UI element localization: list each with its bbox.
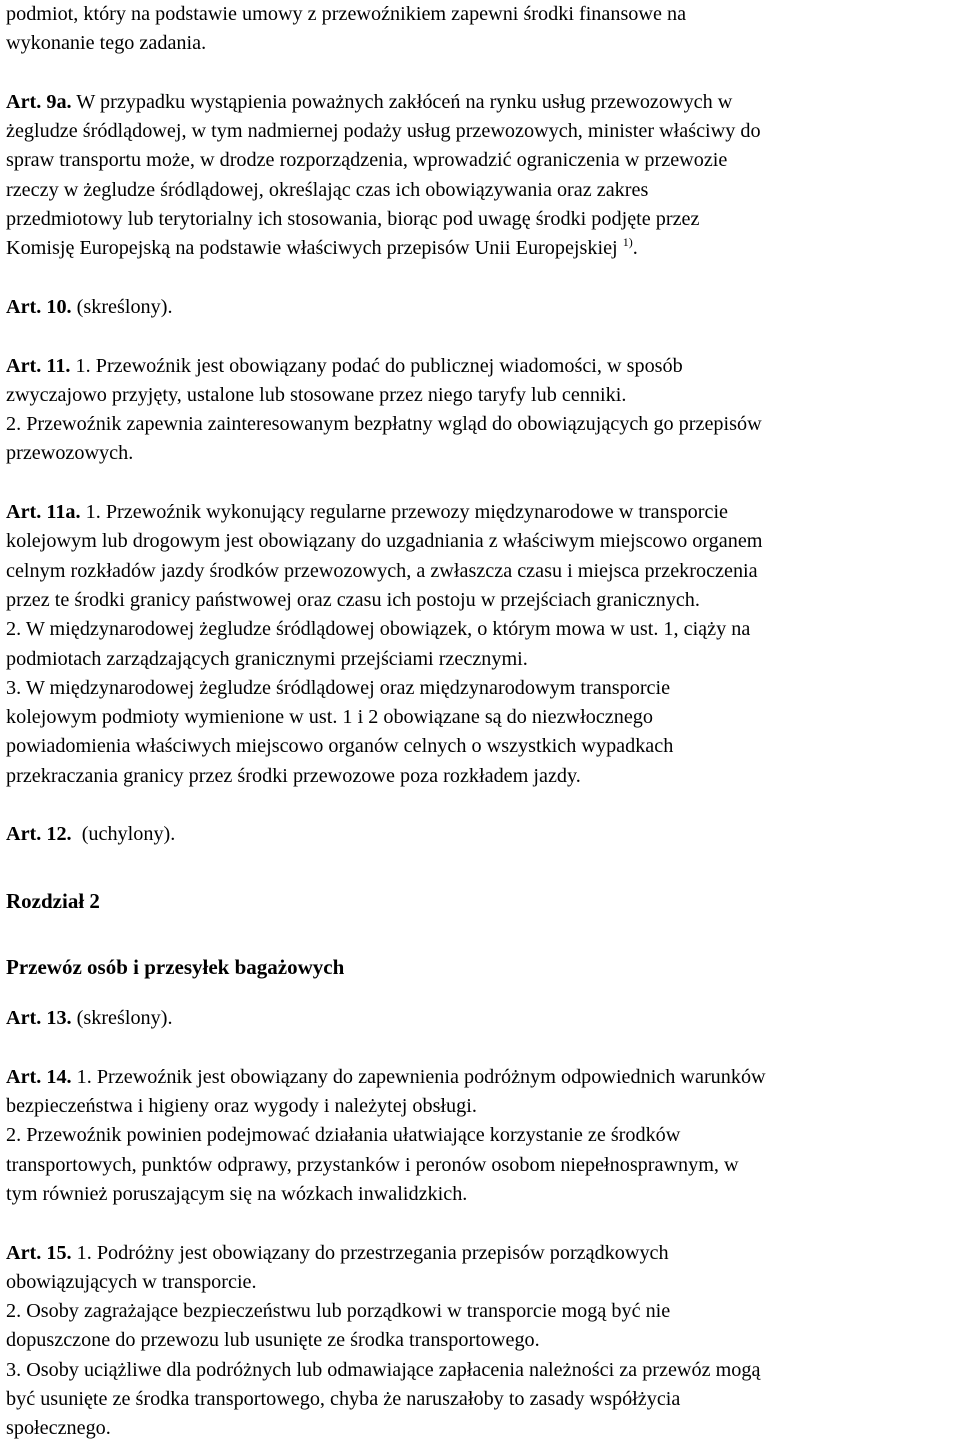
text-line: 2. Osoby zagrażające bezpieczeństwu lub porządkowi w transporcie mogą być nie	[6, 1300, 671, 1323]
article-9a	[6, 88, 956, 264]
article-11a	[6, 498, 956, 791]
article-label: Art. 10.	[6, 295, 72, 318]
text-line: tym również poruszającym się na wózkach inwalidzkich.	[6, 1182, 468, 1205]
text-line: Art. 15. 1. Podróżny jest obowiązany do przestrzegania przepisów porządkowych	[6, 1241, 669, 1264]
text-line: wykonanie tego zadania.	[6, 32, 207, 55]
text-line: transportowych, punktów odprawy, przystanków i peronów osobom niepełnosprawnym, w	[6, 1153, 739, 1176]
article-label: Art. 11.	[6, 354, 71, 377]
text-line: Art. 11. 1. Przewoźnik jest obowiązany podać do publicznej wiadomości, w sposób	[6, 354, 683, 377]
text-line: żegludze śródlądowej, w tym nadmiernej podaży usług przewozowych, minister właściwy do	[6, 120, 761, 143]
article-label: Art. 9a.	[6, 90, 72, 113]
text-line: podmiot, który na podstawie umowy z przewoźnikiem zapewni środki finansowe na	[6, 3, 687, 25]
text-line: Art. 14. 1. Przewoźnik jest obowiązany do zapewnienia podróżnym odpowiednich warunków	[6, 1065, 766, 1088]
article-label: Art. 12.	[6, 823, 72, 846]
text-line: kolejowym lub drogowym jest obowiązany do uzgadniania z właściwym miejscowo organem	[6, 530, 763, 553]
text-line: dopuszczone do przewozu lub usunięte ze środka transportowego.	[6, 1329, 540, 1352]
text-line: Art. 9a. W przypadku wystąpienia poważnych zakłóceń na rynku usług przewozowych w	[6, 90, 733, 113]
text-line: 3. W międzynarodowej żegludze śródlądowej oraz międzynarodowym transporcie	[6, 676, 671, 699]
text-line: 2. W międzynarodowej żegludze śródlądowej obowiązek, o którym mowa w ust. 1, ciąży na	[6, 618, 751, 641]
text-line: bezpieczeństwa i higieny oraz wygody i należytej obsługi.	[6, 1095, 477, 1118]
article-15	[6, 1239, 956, 1444]
article-10	[6, 293, 956, 322]
text-line: Art. 11a. 1. Przewoźnik wykonujący regularne przewozy międzynarodowe w transporcie	[6, 501, 729, 524]
text-line: Art. 12. (uchylony).	[6, 823, 176, 846]
chapter-number: Rozdział 2	[6, 888, 100, 913]
text-line: 2. Przewoźnik zapewnia zainteresowanym bezpłatny wgląd do obowiązujących go przepisów	[6, 413, 762, 436]
article-label: Art. 11a.	[6, 501, 81, 524]
article-14	[6, 1063, 956, 1209]
text-line: Art. 13. (skreślony).	[6, 1007, 173, 1030]
text-line: 3. Osoby uciążliwe dla podróżnych lub odmawiające zapłacenia należności za przewóz mogą	[6, 1358, 761, 1381]
text-line: kolejowym podmioty wymienione w ust. 1 i 2 obowiązane są do niezwłocznego	[6, 706, 653, 729]
article-label: Art. 14.	[6, 1065, 72, 1088]
text-line: Komisję Europejską na podstawie właściwych przepisów Unii Europejskiej $^{1)}$.	[6, 235, 638, 260]
footnote-reference[interactable]: 1)	[622, 235, 633, 250]
text-line: powiadomienia właściwych miejscowo organów celnych o wszystkich wypadkach	[6, 735, 674, 758]
chapter-title: Przewóz osób i przesyłek bagażowych	[6, 954, 345, 979]
intro-paragraph	[6, 0, 956, 59]
text-line: zwyczajowo przyjęty, ustalone lub stosowane przez niego taryfy lub cenniki.	[6, 383, 627, 406]
document-page	[6, 0, 956, 1444]
text-line: celnym rozkładów jazdy środków przewozowych, a zwłaszcza czasu i miejsca przekroczenia	[6, 559, 758, 582]
article-11	[6, 352, 956, 469]
text-line: spraw transportu może, w drodze rozporządzenia, wprowadzić ograniczenia w przewozie	[6, 149, 728, 172]
text-line: przez te środki granicy państwowej oraz czasu ich postoju w przejściach granicznych.	[6, 588, 700, 611]
article-label: Art. 15.	[6, 1241, 72, 1264]
text-line: społecznego.	[6, 1417, 111, 1440]
text-line: 2. Przewoźnik powinien podejmować działania ułatwiające korzystanie ze środków	[6, 1124, 681, 1147]
article-12	[6, 820, 956, 849]
text-line: przekraczania granicy przez środki przewozowe poza rozkładem jazdy.	[6, 764, 581, 787]
text-line: być usunięte ze środka transportowego, chyba że naruszałoby to zasady współżycia	[6, 1388, 681, 1411]
text-line: przedmiotowy lub terytorialny ich stosowania, biorąc pod uwagę środki podjęte przez	[6, 208, 700, 231]
text-line: obowiązujących w transporcie.	[6, 1270, 257, 1293]
text-line: przewozowych.	[6, 442, 134, 465]
text-line: rzeczy w żegludze śródlądowej, określając czas ich obowiązywania oraz zakres	[6, 178, 649, 201]
text-line: podmiotach zarządzających granicznymi przejściami rzecznymi.	[6, 647, 528, 670]
text-line: Art. 10. (skreślony).	[6, 295, 173, 318]
article-13	[6, 1004, 956, 1033]
article-label: Art. 13.	[6, 1007, 72, 1030]
